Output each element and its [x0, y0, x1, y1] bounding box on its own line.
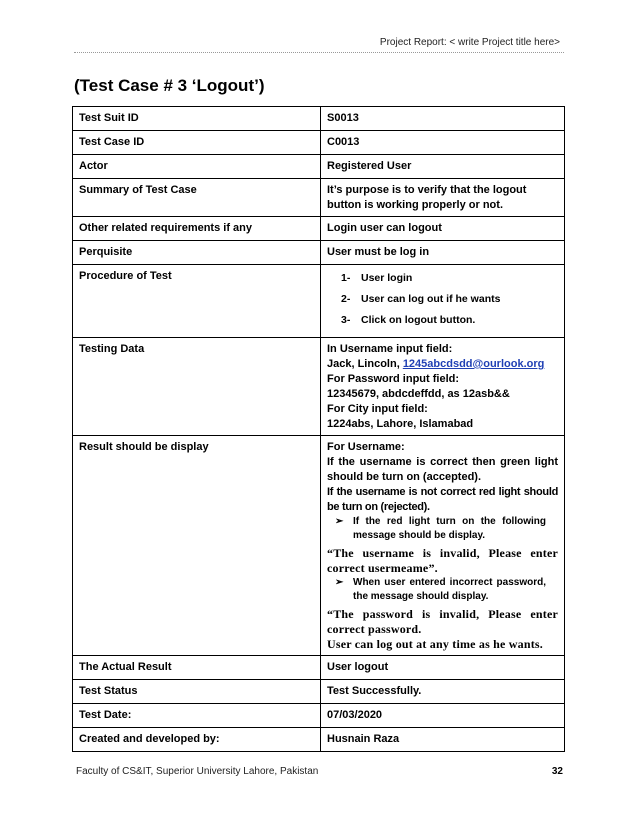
- table-row: [73, 179, 565, 217]
- bullet-item: [327, 576, 558, 604]
- page-number: 32: [551, 766, 563, 777]
- row-label: Result should be display: [73, 436, 321, 656]
- testing-line: 12345679, abdcdeffdd, as 12asb&&: [327, 388, 510, 400]
- testing-line: In Username input field:: [327, 343, 453, 355]
- result-line: For Username:: [327, 441, 405, 453]
- row-label: Procedure of Test: [73, 265, 321, 338]
- bullet-text: When user entered incorrect password, the message should display.: [353, 577, 546, 602]
- row-value: User must be log in: [321, 241, 565, 265]
- row-value: C0013: [321, 131, 565, 155]
- row-label: Test Date:: [73, 704, 321, 728]
- footer-text: Faculty of CS&IT, Superior University Lahore, Pakistan: [76, 766, 319, 777]
- email-link[interactable]: 1245abcdsdd@ourlook.org: [402, 358, 545, 370]
- table-row: [73, 728, 565, 752]
- row-label: Testing Data: [73, 338, 321, 436]
- result-line: If the username is correct then green light should be turn on (accepted).: [327, 456, 558, 483]
- row-label: Actor: [73, 155, 321, 179]
- table-row: [73, 656, 565, 680]
- arrow-bullet-icon: ➢: [335, 516, 344, 527]
- bullet-item: [327, 515, 558, 543]
- testing-line: For Password input field:: [327, 373, 460, 385]
- table-row: [73, 241, 565, 265]
- row-label: Summary of Test Case: [73, 179, 321, 217]
- step-text: Click on logout button.: [361, 314, 476, 326]
- testing-line: For City input field:: [327, 403, 428, 415]
- row-label: Other related requirements if any: [73, 217, 321, 241]
- arrow-bullet-icon: ➢: [335, 577, 344, 588]
- bullet-text: If the red light turn on the following message should be display.: [353, 516, 546, 541]
- row-label: Perquisite: [73, 241, 321, 265]
- row-label: Created and developed by:: [73, 728, 321, 752]
- list-item: [341, 313, 558, 328]
- row-label: The Actual Result: [73, 656, 321, 680]
- row-value: S0013: [321, 107, 565, 131]
- row-value: 07/03/2020: [321, 704, 565, 728]
- step-number: 1-: [341, 272, 351, 284]
- row-value: Test Successfully.: [321, 680, 565, 704]
- table-row: [73, 265, 565, 338]
- table-row: [73, 338, 565, 436]
- testing-line: 1224abs, Lahore, Islamabad: [327, 418, 474, 430]
- step-text: User can log out if he wants: [361, 293, 501, 305]
- table-row: [73, 155, 565, 179]
- testing-text: Jack, Lincoln,: [327, 358, 403, 370]
- test-case-table: [72, 106, 565, 752]
- testing-line: [327, 357, 558, 372]
- test-case-title: (Test Case # 3 ‘Logout’): [74, 76, 265, 95]
- table-row: [73, 680, 565, 704]
- table-row: [73, 704, 565, 728]
- result-line: User can log out at any time as he wants.: [327, 637, 543, 651]
- result-line: If the username is not correct red light should be turn on (rejected).: [327, 486, 558, 513]
- row-value: User logout: [321, 656, 565, 680]
- row-value: Login user can logout: [321, 217, 565, 241]
- table-row: [73, 217, 565, 241]
- list-item: [341, 292, 558, 307]
- row-value: Husnain Raza: [321, 728, 565, 752]
- table-row: [73, 107, 565, 131]
- list-item: [341, 271, 558, 286]
- table-row: [73, 131, 565, 155]
- row-label: Test Case ID: [73, 131, 321, 155]
- header-divider: [74, 52, 564, 53]
- result-quote: “The username is invalid, Please enter correct usermeame”.: [327, 546, 558, 575]
- page-header: Project Report: < write Project title here>: [379, 37, 560, 48]
- step-text: User login: [361, 272, 413, 284]
- row-value: [321, 338, 565, 436]
- step-number: 2-: [341, 293, 351, 305]
- row-value: Registered User: [321, 155, 565, 179]
- result-quote: “The password is invalid, Please enter correct password.: [327, 607, 558, 636]
- row-label: Test Status: [73, 680, 321, 704]
- step-number: 3-: [341, 314, 351, 326]
- row-value: [321, 436, 565, 656]
- row-label: Test Suit ID: [73, 107, 321, 131]
- table-row: [73, 436, 565, 656]
- procedure-steps: [327, 271, 558, 328]
- row-value: It’s purpose is to verify that the logout button is working properly or not.: [321, 179, 565, 217]
- row-value: [321, 265, 565, 338]
